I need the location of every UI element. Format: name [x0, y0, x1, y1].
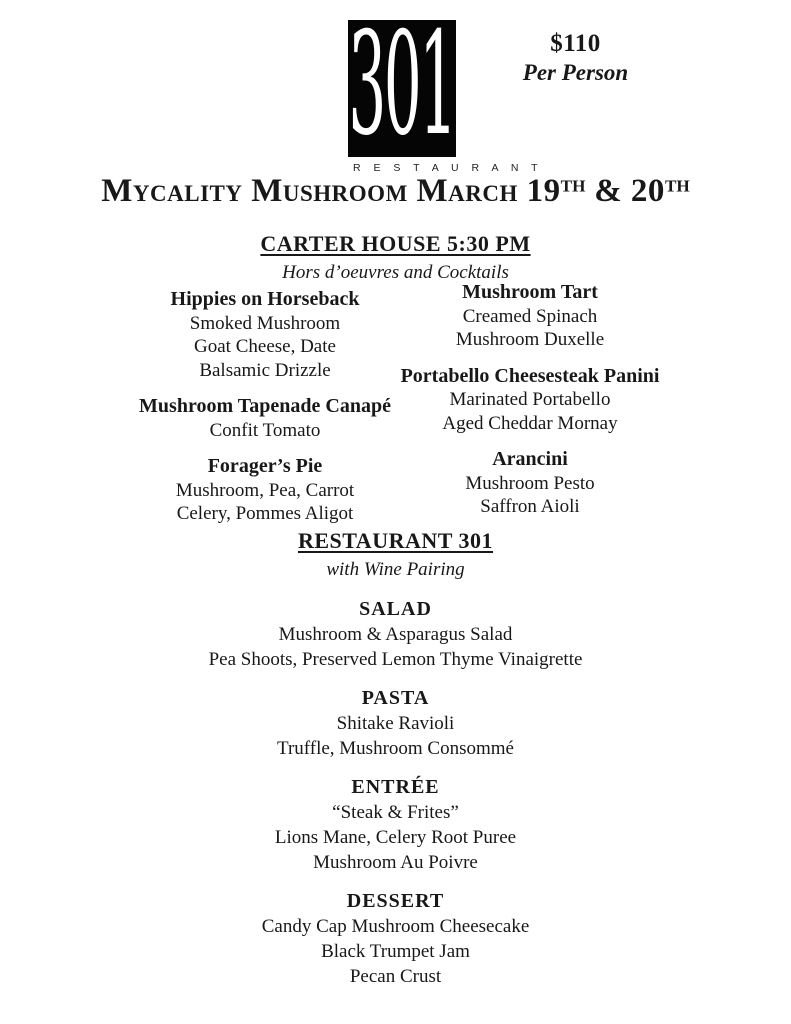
course-salad: [0, 597, 791, 672]
item-detail: Balsamic Drizzle: [199, 359, 331, 381]
restaurant-301-header: [0, 528, 791, 581]
item-detail: Mushroom Duxelle: [455, 329, 605, 350]
course-detail: Mushroom & Asparagus Salad: [278, 624, 513, 645]
title-superscript: TH: [560, 176, 586, 196]
menu-item: [370, 281, 690, 352]
item-name: Hippies on Horseback: [170, 288, 360, 310]
item-detail: Goat Cheese, Date: [194, 336, 336, 357]
event-title-text: & 20: [585, 173, 665, 209]
price-block: [488, 30, 663, 86]
item-name: Mushroom Tapenade Canapé: [139, 395, 391, 417]
carter-house-heading: CARTER HOUSE 5:30 PM: [260, 231, 531, 256]
course-detail: Lions Mane, Celery Root Puree: [274, 827, 517, 848]
course-name: ENTRÉE: [351, 776, 440, 798]
course-entree: [0, 775, 791, 875]
menu-item: [370, 448, 690, 519]
course-detail: “Steak & Frites”: [332, 802, 459, 823]
carter-house-subheading: Hors d’oeuvres and Cocktails: [282, 262, 509, 283]
item-name: Portabello Cheesesteak Panini: [400, 364, 660, 387]
course-name: PASTA: [361, 687, 430, 709]
event-title-text: Mycality Mushroom March 19: [101, 173, 561, 209]
hors-doeuvres-columns: [0, 281, 791, 524]
course-detail: Pecan Crust: [349, 966, 442, 987]
item-detail: Creamed Spinach: [462, 305, 598, 327]
course-detail: Mushroom Au Poivre: [313, 852, 478, 873]
logo-caption: R E S T A U R A N T: [353, 162, 543, 174]
carter-house-header: [0, 231, 791, 284]
item-detail: Saffron Aioli: [480, 496, 580, 517]
item-detail: Celery, Pommes Aligot: [176, 503, 354, 524]
item-detail: Aged Cheddar Mornay: [442, 412, 618, 434]
item-name: Forager’s Pie: [207, 455, 323, 477]
logo-box: [348, 20, 456, 157]
courses-list: [0, 597, 791, 1003]
item-detail: Marinated Portabello: [449, 389, 611, 410]
right-column: [370, 281, 690, 532]
item-detail: Confit Tomato: [209, 419, 321, 441]
title-superscript: TH: [664, 176, 690, 196]
course-name: SALAD: [359, 598, 432, 620]
course-detail: Shitake Ravioli: [336, 713, 455, 734]
logo-number: 301: [348, 20, 456, 157]
item-detail: Mushroom Pesto: [465, 472, 595, 494]
course-detail: Black Trumpet Jam: [321, 941, 470, 962]
course-pasta: [0, 686, 791, 761]
event-title: [0, 173, 791, 210]
item-name: Arancini: [492, 448, 568, 470]
price-amount: $110: [550, 30, 601, 57]
course-detail: Candy Cap Mushroom Cheesecake: [261, 916, 530, 937]
restaurant-301-heading: RESTAURANT 301: [297, 528, 494, 553]
restaurant-301-subheading: with Wine Pairing: [326, 559, 465, 580]
item-name: Mushroom Tart: [462, 281, 598, 303]
course-name: DESSERT: [346, 890, 445, 912]
course-detail: Pea Shoots, Preserved Lemon Thyme Vinaigrette: [208, 649, 583, 670]
restaurant-logo: [348, 20, 543, 174]
item-detail: Smoked Mushroom: [189, 312, 341, 334]
course-detail: Truffle, Mushroom Consommé: [277, 738, 514, 759]
menu-item: [370, 365, 690, 436]
course-dessert: [0, 889, 791, 989]
price-per-person: Per Person: [522, 60, 629, 85]
item-detail: Mushroom, Pea, Carrot: [175, 479, 355, 501]
